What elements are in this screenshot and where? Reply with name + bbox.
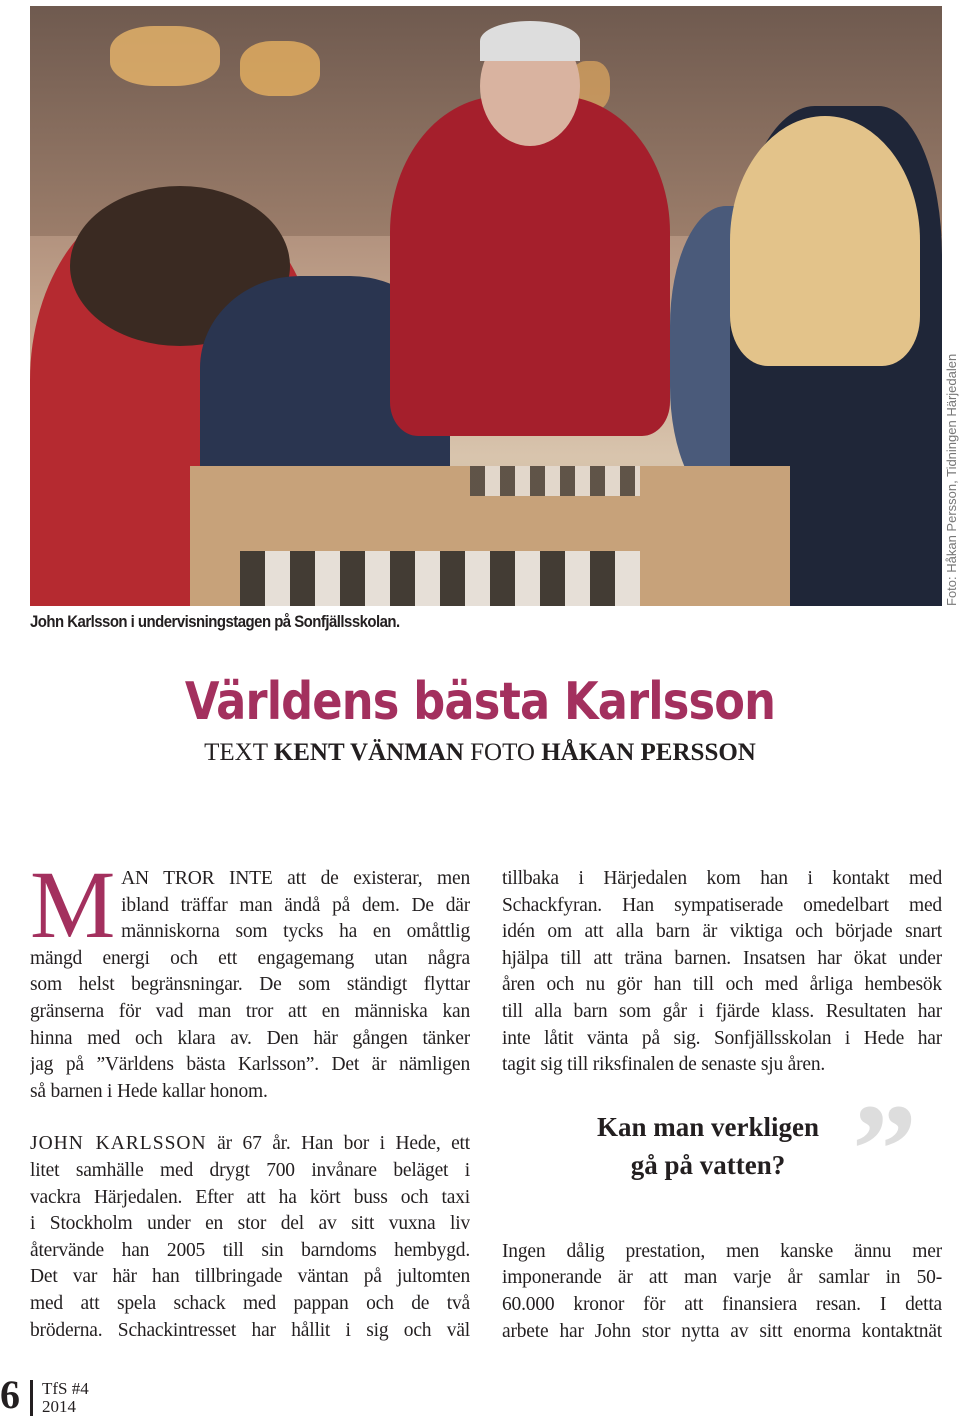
body-text-line: vackra Härjedalen. Efter att ha kört buss och taxi — [30, 1186, 470, 1208]
left-column — [30, 866, 470, 1344]
body-text-line: tagit sig till riksfinalen de senaste sju åren. — [502, 1054, 826, 1076]
magazine-issue — [42, 1380, 89, 1416]
article-photo — [30, 6, 942, 606]
photo-caption: John Karlsson i undervisningstagen på Sonfjällsskolan. — [30, 612, 400, 631]
body-text-line: i Stockholm under en stor del av sitt vuxna liv — [30, 1213, 470, 1235]
photo-credit: Foto: Håkan Persson, Tidningen Härjedalen — [944, 353, 959, 606]
body-text-line: hinna med och klara av. Den här gången tänker — [30, 1027, 470, 1049]
magazine-name: TfS #4 — [42, 1379, 89, 1398]
body-text-line: tillbaka i Härjedalen kom han i kontakt med — [502, 868, 942, 889]
pull-quote — [560, 1078, 917, 1222]
body-text-line: ibland träffar man ändå på dem. De där — [121, 894, 470, 916]
body-text-line: så barnen i Hede kallar honom. — [30, 1080, 268, 1102]
body-text-line: 60.000 kronor för att finansiera resan. I detta — [502, 1293, 942, 1315]
body-text-line: AN TROR INTE att de existerar, men — [121, 868, 470, 889]
body-text-line: till alla barn som går i fjärde klass. Resultaten har — [502, 1000, 942, 1022]
body-text-line: människorna som tycks ha en omåttlig — [121, 921, 470, 943]
body-text-line: Det var här han tillbringade väntan på jultomten — [30, 1266, 470, 1288]
body-text-line: med att spela schack med pappan och de två — [30, 1292, 470, 1314]
body-text-line: åren och nu gör han till och med årliga hembesök — [502, 974, 942, 996]
body-text-line: hjälpa till att träna barnen. Insatsen har ökat under — [502, 947, 942, 969]
body-text-line: Schackfyran. Han sympatiserade omedelbart med — [502, 894, 942, 916]
folio-divider — [30, 1380, 33, 1416]
pull-quote-line-1: Kan man verkligen — [596, 1112, 819, 1142]
body-text-line: Ingen dålig prestation, men kanske ännu mer — [502, 1240, 942, 1262]
pull-quote-line-2: gå på vatten? — [630, 1150, 786, 1180]
body-text-line: mängd energi och ett engagemang utan några — [30, 947, 470, 969]
byline — [0, 738, 960, 768]
byline-photographer: HÅKAN PERSSON — [541, 739, 756, 766]
body-text: är 67 år. Han bor i Hede, ett — [206, 1133, 470, 1155]
byline-text-label: TEXT — [204, 739, 268, 766]
quote-mark-icon: ” — [852, 1078, 917, 1222]
magazine-year: 2014 — [42, 1397, 76, 1416]
byline-photo-label: FOTO — [470, 739, 535, 766]
body-text-line: arbete har John stor nytta av sitt enorma kontaktnät — [502, 1320, 942, 1342]
body-text-line: som helst begränsningar. De som ständigt flyttar — [30, 974, 470, 996]
drop-cap: M — [30, 866, 116, 958]
page-number: 6 — [0, 1372, 20, 1417]
byline-author: KENT VÄNMAN — [273, 739, 464, 766]
body-text-line: gränserna för vad man tror att en människa kan — [30, 1000, 470, 1022]
body-text-line: imponerande är att man varje år samlar in 50- — [502, 1267, 942, 1289]
lead-in-name: JOHN KARLSSON — [30, 1133, 207, 1155]
body-text-line: jag på ”Världens bästa Karlsson”. Det är nämligen — [30, 1054, 470, 1076]
body-text-line — [30, 1131, 470, 1158]
body-text-line: inte låtit vänta på sig. Sonfjällsskolan i Hede har — [502, 1027, 942, 1049]
body-text-line: bröderna. Schackintresset har hållit i sig och väl — [30, 1319, 470, 1341]
article-title: Världens bästa Karlsson — [184, 672, 776, 732]
body-text-line: återvände han 2005 till sin barndoms hembygd. — [30, 1239, 470, 1261]
body-text-line: idén om att alla barn är viktiga och började snart — [502, 921, 942, 943]
body-text-line: litet samhälle med drygt 700 invånare beläget i — [30, 1159, 470, 1181]
